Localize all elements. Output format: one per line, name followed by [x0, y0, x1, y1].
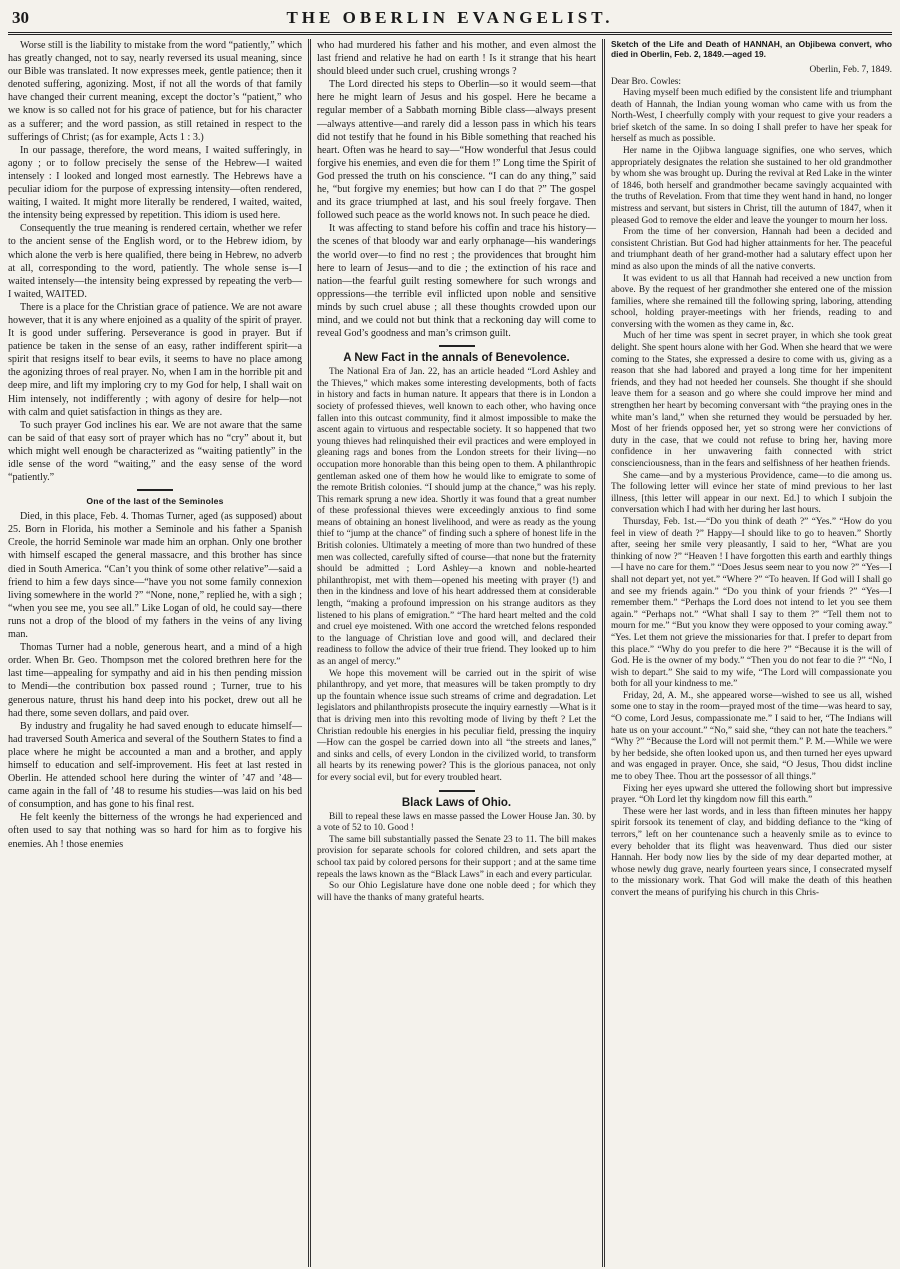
- paragraph: So our Ohio Legislature have done one noble deed ; for which they will have the thanks of many grateful hearts.: [317, 881, 596, 903]
- paragraph: There is a place for the Christian grace of patience. We are not aware however, that it is any where enjoined as a quality of the spirit of prayer. It is good under suffering. Perseverance is good in prayer. But if patience be taken in the sense of an easy, rather indifferent spirit—a spirit that resigns itself to bear evils, it seems to have no place among the agonizing throes of real prayer. No, when I am in the horrible pit and deep mire, and lift my imploring cry to my God for help, I shall wait on Him intensely, not indifferently ; with agony of desire for help—not with calm and quiet satisfaction in things as they are.: [8, 301, 302, 418]
- paragraph: From the time of her conversion, Hannah had been a decided and consistent Christian. But God had higher attainments for her. The peaceful and triumphant death of her grand-mother had a salutary effect upon her mind as also upon the minds of all the native converts.: [611, 227, 892, 272]
- paragraph: Having myself been much edified by the consistent life and triumphant death of Hannah, the Indian young woman who came with us from the North-West, I cheerfully comply with your request to give your readers a brief sketch of the same. In so doing I shall prefer to have her speak for herself as much as possible.: [611, 88, 892, 145]
- paragraph: Worse still is the liability to mistake from the word “patiently,” which has greatly changed, not to say, nearly reversed its usual meaning, since our Bible was translated. It now expresses meek, gentle patience; then it denoted suffering, agonizing. Most, if not all the words of that family have changed their current meaning, except the doctor’s “patient,” who we know is so called not for his grace of patience, but for his character as a sufferer; and the word passion, as still retained in respect to the sufferings of Christ; (as for example, Acts 1 : 3.): [8, 40, 302, 143]
- paragraph: He felt keenly the bitterness of the wrongs he had experienced and often used to say that nothing was so hard for him as to forgive his enemies. Ah ! those enemies: [8, 812, 302, 850]
- paragraph: Bill to repeal these laws en masse passed the Lower House Jan. 30. by a vote of 52 to 10. Good !: [317, 811, 596, 834]
- paragraph: To such prayer God inclines his ear. We are not aware that the same can be said of that easy sort of prayer which has no “cry” about it, but which might well enough be characterized as “waiting patiently” in the idle sense of the word “waiting,” and the easy sense of the word “patiently.”: [8, 419, 302, 484]
- paragraph: She came—and by a mysterious Providence, came—to die among us. The following letter will evince her state of mind previous to her last illness, [this letter will appear in our next. Ed.] to which I subjoin the conversation which I had with her during her last hours.: [611, 470, 892, 516]
- page-number: 30: [12, 8, 29, 27]
- paragraph: By industry and frugality he had saved enough to educate himself—had traversed South America and several of the Southern States to find a place where he might be accounted a man and a brother, and apply himself to education and self-improvement. His feet at last rested in Oberlin. He attended school here during the winter of ’47 and ’48—came again in the fall of ’48 to resume his studies—was laid on his bed of consumption, and has gone to his final rest.: [8, 720, 302, 811]
- benevolence-heading: A New Fact in the annals of Benevolence.: [343, 352, 570, 365]
- section-divider: [137, 489, 173, 491]
- masthead: [8, 6, 892, 35]
- paragraph: Her name in the Ojibwa language signifies, one who serves, which appropriately designates the relation she sustained to her old grandmother by whom she was brought up. During the revival at Red Lake in the winter of 1846, both herself and grandmother became savingly acquainted with the truths of Revelation. From that time they went hand in hand, no longer mistress and servant, but sisters in Christ, till the autumn of 1847, when it pleased God to remove the elder and leave the younger to mourn her loss.: [611, 145, 892, 226]
- dateline: Oberlin, Feb. 7, 1849.: [809, 65, 892, 75]
- paragraph: Fixing her eyes upward she uttered the following short but impressive prayer. “Oh Lord let thy kingdom now fill this earth.”: [611, 783, 892, 806]
- paragraph: We hope this movement will be carried out in the spirit of wise philanthropy, and yet more, that measures will be taken promptly to dry up the fountain whence issue such streams of crime and degradation. Let legislators and philanthropists prosecute the inquiry earnestly —What is it that is driving men into this revolting mode of living by theft ? Let the Christian redouble his energies in his peculiar field, pressing the inquiry—How can the gospel be carried down into all “the streets and lanes,” and sinks and cells, of every London in the civilized world, to transform all hearts by its renewing power? This is the glorious panacea, not only for every social evil, but for every troubled heart.: [317, 668, 596, 783]
- column-right: [602, 39, 892, 1267]
- journal-title: THE OBERLIN EVANGELIST.: [286, 8, 614, 27]
- hannah-sketch-title: Sketch of the Life and Death of HANNAH, an Objibewa convert, who died in Oberlin, Feb. 2, 1849.—aged 19.: [611, 39, 892, 59]
- paragraph: Thursday, Feb. 1st.—“Do you think of death ?” “Yes.” “How do you feel in view of death ?” Happy—I should like to go to heaven.” Shortly after, seeing her smile very pleasantly, I said to her, “What are you thinking of now ?” “Heaven ! I have forgotten this earth and earthly things—I have no care for them.” “Does Jesus seem near to you now ?” “Yes—I shall not depart yet, not yet.” “Where ?” “To heaven. If God will I shall go and see my friends again.” “Do you think of your friends ?” “Yes—I remember them.” “Perhaps the Lord does not intend to let you see them again.” “Perhaps not.” “What shall I say to them ?” “Tell them not to mourn for me.” “But you know they were opposed to your coming away.” “Yes. Let them not grieve the missionaries for that. I prefer to depart from this place.” “Why do you prefer to die here ?” “Because it is the will of God. He is the owner of my body.” “Then you do not fear to die ?” “No, I wish to depart.” She said to my wife, “The Lord will compassionate you both for all your kindness to me.”: [611, 516, 892, 690]
- paragraph: It was evident to us all that Hannah had received a new unction from above. By the request of her grandmother she entered one of the mission families, where she remained till the following spring, laboring, attending school, holding prayer-meetings with her friends, reading to and conversing with the women as they came in, &c.: [611, 273, 892, 330]
- seminoles-heading: One of the last of the Seminoles: [86, 496, 224, 507]
- section-divider: [439, 345, 475, 347]
- paragraph: who had murdered his father and his mother, and even almost the last friend and relative he had on earth ! Is it strange that his heart should bleed under such cruel, crushing wrongs ?: [317, 40, 596, 78]
- paragraph: Consequently the true meaning is rendered certain, whether we refer to the ancient sense of the English word, or to the Hebrew idiom, by which alone the verb is here qualified, there being in Hebrew, no adverb at all, corresponding to the word, patiently. The whole sense is—I waited intensely—the intensity being expressed by repeating the verb—I waited, WAITED.: [8, 223, 302, 300]
- paragraph: The Lord directed his steps to Oberlin—so it would seem—that here he might learn of Jesus and his gospel. Here he became a regular member of a Sabbath morning Bible class—always present—always attentive—and rarely did a lesson pass in which his tears did not testify that he found in his Bible something that reached his heart. Often was he heard to say—“How wonderful that Jesus could forgive his enemies, and even die for them !” Long time the Spirit of God pressed the truth on his conscience. “I can do any thing,” said he, “but forgive my enemies; but how can I do that ?” The gospel and its grace triumphed at last, and his soul freely forgave. Then followed such peace as the world knows not. In such peace he died.: [317, 79, 596, 222]
- paragraph: Friday, 2d, A. M., she appeared worse—wished to see us all, wished some one to stay in the room—prayed most of the time—was heard to say, “O come, Lord Jesus, compassionate me.” I said to her, “The Indians will hate us on your account.” “No,” said she, “they can not hate the teachers.” “Why ?” “Because the Lord will not permit them.” P. M.—While we were by her bedside, she often looked upon us, and then turned her eyes upward and was engaged in prayer. Once, she said, “O Jesus, Thou didst incline me to obey Thee. Thou art the possessor of all things.”: [611, 690, 892, 783]
- article-columns: [8, 39, 892, 1267]
- paragraph: In our passage, therefore, the word means, I waited sufferingly, in agony ; or to follow precisely the sense of the Hebrew—I waited intensely : I looked and longed most earnestly. The Hebrews have a peculiar idiom for the purpose of expressing intensity—often rendered, waiting, I waited. It might more literally be rendered, I waited, waited, the intensity being expressed by repetition. This idiom is used here.: [8, 144, 302, 222]
- column-middle: [308, 39, 602, 1267]
- paragraph: Thomas Turner had a noble, generous heart, and a mind of a high order. When Br. Geo. Thompson met the colored brethren here for the last time—appealing for sympathy and aid in his then pending mission to Mendi—the contribution box passed round ; Turner, true to his generous nature, thrust his hand deep into his pocket, drew out all he had there, some seven dollars, and paid over.: [8, 642, 302, 719]
- paragraph: The same bill substantially passed the Senate 23 to 11. The bill makes provision for separate schools for colored children, and sets apart the school tax paid by colored persons for their support ; and at the same time repeals the laws known as the “Black Laws” in each and every particular.: [317, 834, 596, 880]
- salutation: Dear Bro. Cowles:: [611, 77, 682, 87]
- black-laws-heading: Black Laws of Ohio.: [401, 796, 512, 809]
- paragraph: These were her last words, and in less than fifteen minutes her happy spirit forsook its tenement of clay, and bidding defiance to the “king of terrors,” left on her countenance such a heavenly smile as to evince to every beholder that its flight was heavenward. Thus died our sister Hannah. Her body now lies by the side of my dear departed mother, at whose newly dug grave, nearly fourteen years since, I consecrated myself to the missionary work. That God will make the death of this heathen convert the means of purifying his church in this Chris-: [611, 806, 892, 898]
- section-divider: [439, 790, 475, 792]
- paragraph: It was affecting to stand before his coffin and trace his history—the scenes of that bloody war and early orphanage—his wanderings the world over—to find no rest ; the providences that brought him here to learn of Jesus—and to die ; the extinction of his race and nation—the fearful guilt resting somewhere for such wrongs and oppressions—the terrible evil inflicted upon noble and sensitive minds by such cruel abuse ; all these thoughts crowded upon our mind, and we could not but think that a reckoning day will come to reveal God’s goodness and man’s crimson guilt.: [317, 223, 596, 340]
- column-left: [8, 39, 308, 1267]
- paragraph: Died, in this place, Feb. 4. Thomas Turner, aged (as supposed) about 25. Born in Florida, his mother a Seminole and his father a Spanish Creole, the horrid Seminole war made him an orphan. Only one brother with himself escaped the general massacre, and this brother has since died in South America. “Can’t you think of some other relative”—said a friend to him a few days since—“have you not some family connexion living somewhere in the world ?” “None, none,” replied he, with a sigh ; “when you see me, you see all.” Like Logan of old, he could say—there runs not a drop of the blood of my fathers in the veins of any living man.: [8, 511, 302, 641]
- paragraph: The National Era of Jan. 22, has an article headed “Lord Ashley and the Thieves,” which makes some interesting developments, both of facts in history and facts in human nature. It appears that there is in London a society of professed thieves, well known to each other, who having once fallen into this outcast community, find it almost impossible to make the ascent again to virtuous and respectable society. It so happened that two young thieves had relinquished their evil practices and were employed in gleaning rags and bones from the London streets for their living—no occupation more honorable than this being open to them. A philanthropic gentleman asked one of them how he would like to emigrate to some of the remote British colonies. “I should jump at the chance,” was his reply. This remark sprung a new idea. Shortly it was found that a great number of these professional thieves were exceedingly anxious to find some means of obtaining an honest livelihood, and were as ready as the young thief to “jump at the chance” of finding such a sphere of honest life in the British colonies. Ultimately a meeting of more than two hundred of these men was collected, carefully sifted of course—that none but the fraternity should be admitted ; Lord Ashley—a known and noble-hearted philanthropist, met with them—opened his meeting with prayer (!) and then in the kindness and love of his heart addressed them at considerable length, “making a profound impression on his strange auditors as they listened to his plans of emigration.” “The hard heart melted and the cold and cruel eye moistened. With one accord the wretched felons responded to the language of Christian love and good will, and declared their readiness to follow the advice of their true friend. They looked up to him as an angel of mercy.”: [317, 367, 596, 667]
- paragraph: Much of her time was spent in secret prayer, in which she took great delight. She spent hours alone with her God. When she heard that we were coming to the States, she expressed a desire to come with us, giving as a reason that she had labored and prayed a long time for her impenitent friends, and they had not heeded her counsels. She thought if she should leave them for a season and go where she could improve her mind and strengthen her heart by becoming conversant with “the praying ones in the white man’s land,” when she returned they would be persuaded by her. Most of her friends opposed her, yet so strong were her convictions of duty in the case, that we could not refuse to bring her, having more confidence in her unwavering faith connected with strict conscienciousness, than in the fears and selfishness of her heathen friends.: [611, 331, 892, 469]
